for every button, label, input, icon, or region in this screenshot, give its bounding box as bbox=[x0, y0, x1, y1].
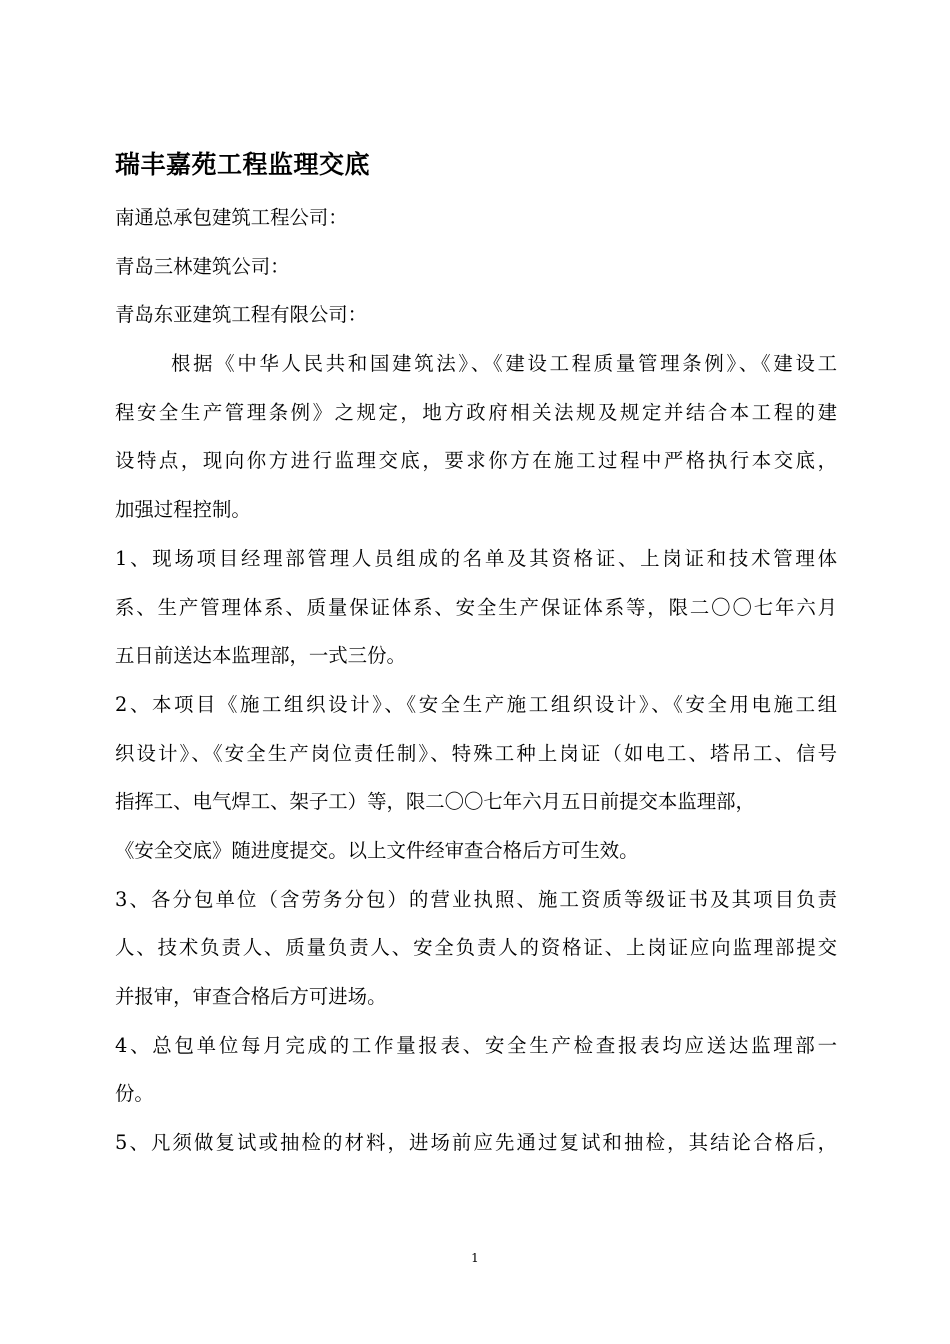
item-2-line: 织设计》、《安全生产岗位责任制》、特殊工种上岗证（如电工、塔吊工、信号 bbox=[115, 741, 837, 765]
item-1-line: 五日前送达本监理部，一式三份。 bbox=[115, 644, 406, 668]
recipient-line: 青岛东亚建筑工程有限公司： bbox=[115, 303, 368, 327]
item-1-line: 1、现场项目经理部管理人员组成的名单及其资格证、上岗证和技术管理体 bbox=[115, 546, 837, 570]
document-title: 瑞丰嘉苑工程监理交底 bbox=[115, 150, 371, 179]
intro-line: 加强过程控制。 bbox=[115, 498, 251, 522]
item-2-line: 2、本项目《施工组织设计》、《安全生产施工组织设计》、《安全用电施工组 bbox=[115, 692, 837, 716]
recipient-line: 南通总承包建筑工程公司： bbox=[115, 206, 348, 229]
item-2-line: 指挥工、电气焊工、架子工）等，限二〇〇七年六月五日前提交本监理部， bbox=[115, 790, 755, 814]
document-body bbox=[115, 194, 837, 1168]
item-1-line: 系、生产管理体系、质量保证体系、安全生产保证体系等，限二〇〇七年六月 bbox=[115, 595, 837, 619]
item-3-line: 3、各分包单位（含劳务分包）的营业执照、施工资质等级证书及其项目负责 bbox=[115, 887, 837, 911]
intro-line: 设特点，现向你方进行监理交底，要求你方在施工过程中严格执行本交底， bbox=[115, 449, 837, 473]
item-2-line: 《安全交底》随进度提交。以上文件经审查合格后方可生效。 bbox=[115, 838, 639, 862]
page-number: 1 bbox=[471, 1251, 479, 1265]
item-4-line: 4、总包单位每月完成的工作量报表、安全生产检查报表均应送达监理部一 bbox=[115, 1033, 837, 1057]
intro-line: 程安全生产管理条例》之规定，地方政府相关法规及规定并结合本工程的建 bbox=[115, 400, 837, 424]
item-4-line: 份。 bbox=[115, 1082, 154, 1106]
intro-line: 根据《中华人民共和国建筑法》、《建设工程质量管理条例》、《建设工 bbox=[171, 352, 837, 376]
item-3-line: 人、技术负责人、质量负责人、安全负责人的资格证、上岗证应向监理部提交 bbox=[115, 936, 837, 960]
recipient-line: 青岛三林建筑公司： bbox=[115, 254, 290, 278]
item-3-line: 并报审，审查合格后方可进场。 bbox=[115, 985, 387, 1008]
item-5-line: 5、凡须做复试或抽检的材料，进场前应先通过复试和抽检，其结论合格后， bbox=[115, 1131, 837, 1155]
